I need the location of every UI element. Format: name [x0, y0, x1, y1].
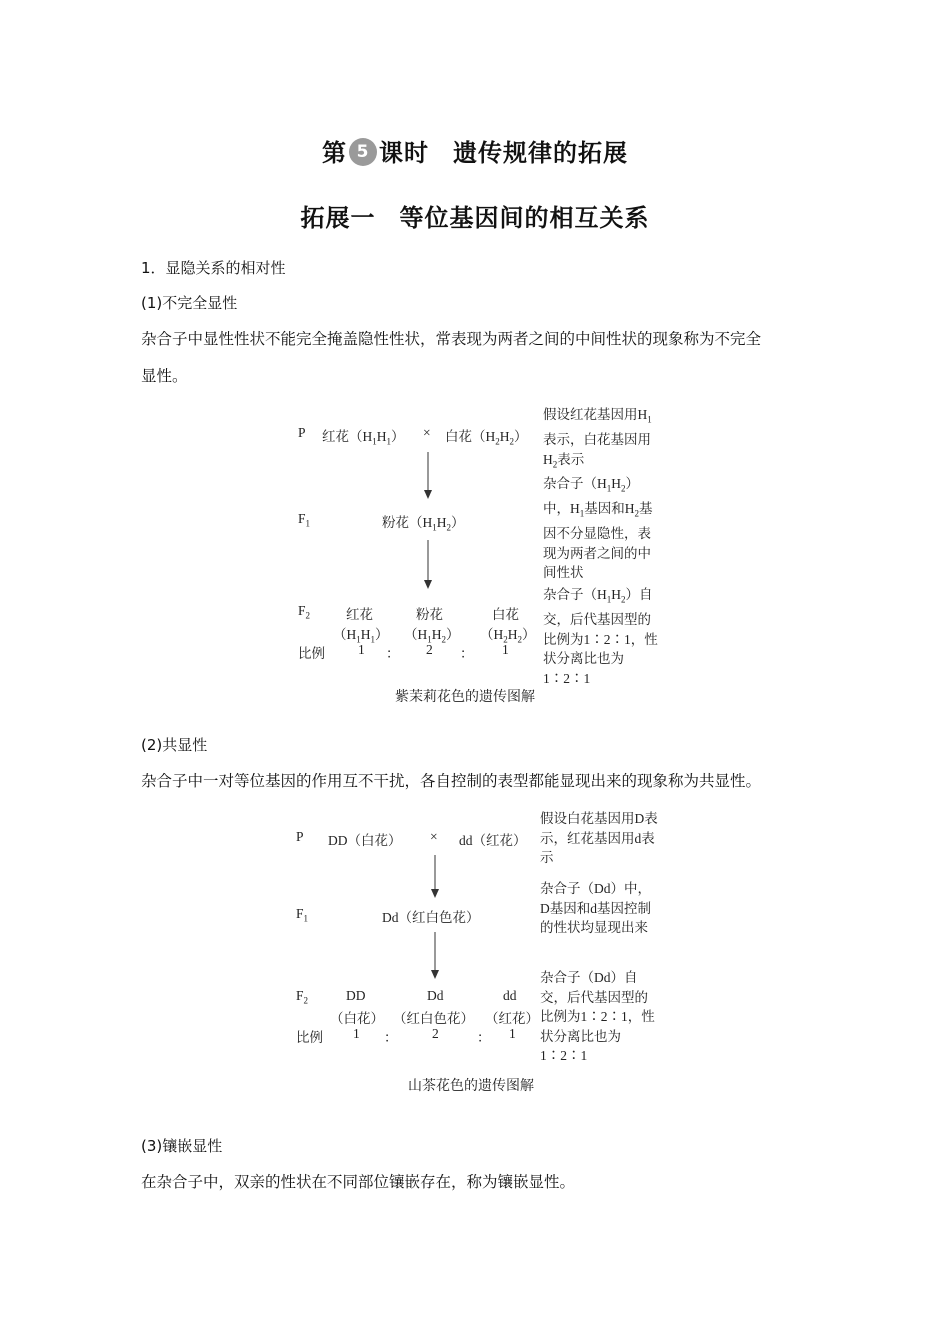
d1-ratio-3: 1: [502, 642, 509, 657]
d1-f2-col2-genotype: $(H_1H_2)$: [404, 627, 460, 645]
title-prefix: 第: [322, 139, 347, 167]
section-title: [0, 198, 950, 233]
d1-arrow-2: [420, 540, 436, 592]
d2-note-2: 杂合子（Dd）中，D基因和d基因控制的性状均显现出来: [540, 881, 651, 935]
d1-note-3: 杂合子$(H_1H_2)$自交，后代基因型的比例为1∶2∶1，性状分离比也为1∶2∶1: [543, 587, 658, 686]
d2-ratio-2: 2: [432, 1026, 439, 1041]
d2-p-left: DD（白花）: [328, 833, 402, 848]
d2-cross: ×: [430, 829, 438, 844]
d1-cross: ×: [423, 425, 431, 440]
paragraph-mosaic-dominance: 在杂合子中，双亲的性状在不同部位镶嵌存在，称为镶嵌显性。: [141, 1173, 576, 1191]
d1-f2-label: $F_2$: [298, 603, 311, 621]
d1-ratio-2: 2: [426, 642, 433, 657]
d2-ratio-label: 比例: [296, 1030, 323, 1045]
title-rest: 遗传规律的拓展: [453, 139, 628, 167]
d1-note-2: 杂合子$(H_1H_2)$中，$H_1$基因和$H_2$基因不分显隐性，表现为两者之间的中间性状: [543, 476, 653, 581]
title-mid: 课时: [379, 139, 429, 167]
d2-colon-2: ：: [477, 1030, 491, 1045]
lesson-number-badge: 5: [349, 138, 377, 166]
d2-note-3: 杂合子（Dd）自交，后代基因型的比例为1∶2∶1，性状分离比也为1∶2∶1: [540, 970, 655, 1063]
d1-arrow-1: [420, 452, 436, 502]
d1-colon-1: ：: [386, 646, 400, 661]
d1-note-1: 假设红花基因用$H_1$表示，白花基因用$H_2$表示: [543, 407, 652, 470]
heading-codominance: (2)共显性: [141, 736, 208, 754]
d2-p-right: dd（红花）: [459, 833, 527, 848]
d1-p-label: P: [298, 425, 306, 440]
d2-note-1: 假设白花基因用D表示，红花基因用d表示: [540, 811, 658, 865]
paragraph-incomplete-line1: 杂合子中显性性状不能完全掩盖隐性性状，常表现为两者之间的中间性状的现象称为不完全: [141, 330, 762, 348]
d2-f2-col3-genotype: dd: [503, 988, 517, 1003]
d2-f2-col1-name: （白花）: [330, 1011, 384, 1026]
d2-ratio-1: 1: [353, 1026, 360, 1041]
d2-f2-col3-name: （红花）: [485, 1011, 539, 1026]
heading-relative-dominance: 1．显隐关系的相对性: [141, 259, 286, 277]
paragraph-codominance: 杂合子中一对等位基因的作用互不干扰，各自控制的表型都能显现出来的现象称为共显性。: [141, 772, 762, 790]
subtitle-a: 拓展一: [300, 204, 376, 232]
d1-colon-2: ：: [460, 646, 474, 661]
subtitle-b: 等位基因间的相互关系: [399, 204, 650, 232]
d1-f2-col2-name: 粉花: [416, 607, 443, 622]
d1-p-left: 红花$(H_1H_1)$: [322, 429, 405, 447]
d1-f1-value: 粉花$(H_1H_2)$: [382, 515, 465, 533]
d1-f1-label: $F_1$: [298, 511, 311, 529]
d1-f2-col1-genotype: $(H_1H_1)$: [333, 627, 389, 645]
d2-f1-value: Dd（红白色花）: [382, 910, 480, 925]
d1-ratio-1: 1: [358, 642, 365, 657]
d2-ratio-3: 1: [509, 1026, 516, 1041]
heading-incomplete-dominance: (1)不完全显性: [141, 294, 238, 312]
d2-arrow-2: [427, 932, 443, 982]
lesson-title: [0, 133, 950, 168]
d2-f2-label: $F_2$: [296, 988, 309, 1006]
d2-colon-1: ：: [384, 1030, 398, 1045]
paragraph-incomplete-line2: 显性。: [141, 367, 188, 385]
d1-caption: 紫茉莉花色的遗传图解: [395, 690, 535, 705]
d1-ratio-label: 比例: [298, 646, 325, 661]
d1-p-right: 白花$(H_2H_2)$: [445, 429, 528, 447]
d1-f2-col1-name: 红花: [346, 607, 373, 622]
heading-mosaic-dominance: (3)镶嵌显性: [141, 1137, 223, 1155]
d1-f2-col3-genotype: $(H_2H_2)$: [480, 627, 536, 645]
d2-p-label: P: [296, 829, 304, 844]
d2-f2-col1-genotype: DD: [346, 988, 366, 1003]
d2-f2-col2-name: （红白色花）: [393, 1011, 474, 1026]
d2-caption: 山茶花色的遗传图解: [408, 1079, 534, 1094]
d2-f1-label: $F_1$: [296, 906, 309, 924]
d2-f2-col2-genotype: Dd: [427, 988, 444, 1003]
d1-f2-col3-name: 白花: [492, 607, 519, 622]
d2-arrow-1: [427, 855, 443, 901]
